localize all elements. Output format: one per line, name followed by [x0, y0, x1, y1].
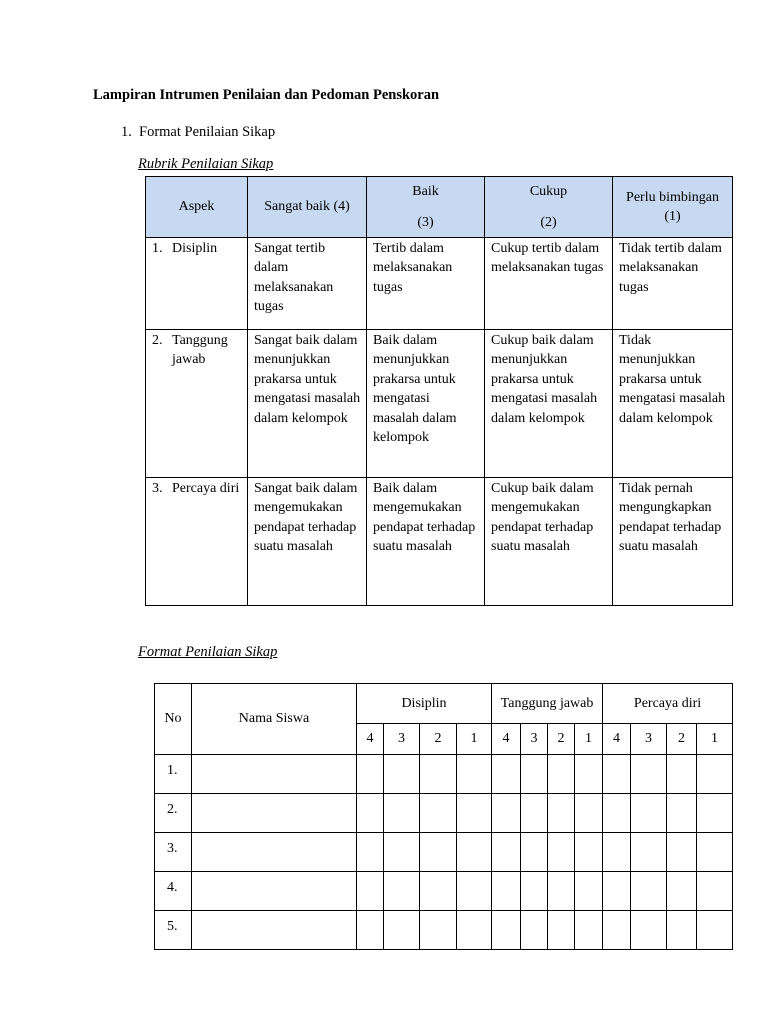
rubric-aspect-label: Percaya diri [172, 481, 240, 496]
score-cell[interactable] [357, 755, 384, 794]
rubric-header-cukup-label: Cukup [529, 184, 568, 199]
score-header-row [155, 684, 733, 724]
score-cell[interactable] [357, 911, 384, 950]
score-cell[interactable] [603, 833, 631, 872]
score-label: 1 [697, 724, 733, 755]
rubric-header-perlu-bimbingan [613, 177, 733, 238]
score-header-tanggung-jawab-label: Tanggung jawab [500, 695, 594, 711]
rubric-cell-baik: Tertib dalam melaksanakan tugas [367, 238, 485, 330]
score-label: 4 [492, 724, 521, 755]
score-cell[interactable] [457, 872, 492, 911]
score-label: 2 [420, 724, 457, 755]
score-header-percaya-diri [603, 684, 733, 724]
rubric-header-baik [367, 177, 485, 238]
score-row-number: 1. [155, 755, 192, 794]
rubric-aspect-number: 2. [152, 333, 163, 348]
rubric-aspect-label: Disiplin [172, 241, 218, 256]
score-cell[interactable] [420, 911, 457, 950]
score-cell[interactable] [457, 755, 492, 794]
score-header-disiplin [357, 684, 492, 724]
score-cell[interactable] [667, 872, 697, 911]
rubric-aspect-cell [146, 238, 248, 330]
score-cell[interactable] [548, 755, 575, 794]
score-row [155, 911, 733, 950]
score-cell[interactable] [521, 794, 548, 833]
score-label: 4 [357, 724, 384, 755]
score-cell[interactable] [631, 872, 667, 911]
score-cell[interactable] [521, 755, 548, 794]
score-cell[interactable] [548, 833, 575, 872]
score-cell[interactable] [697, 911, 733, 950]
score-cell[interactable] [384, 872, 420, 911]
rubric-header-cukup-score: (2) [540, 214, 557, 230]
rubric-header-baik-label: Baik [412, 184, 439, 199]
score-cell[interactable] [521, 911, 548, 950]
score-row [155, 794, 733, 833]
score-cell[interactable] [457, 911, 492, 950]
rubric-header-cukup [485, 177, 613, 238]
rubric-aspect-cell [146, 330, 248, 478]
score-cell[interactable] [631, 755, 667, 794]
rubric-header-row [146, 177, 733, 238]
score-cell[interactable] [667, 911, 697, 950]
score-cell[interactable] [492, 911, 521, 950]
rubric-table [145, 176, 733, 606]
section-heading [121, 124, 275, 141]
score-cell[interactable] [575, 911, 603, 950]
score-cell[interactable] [384, 755, 420, 794]
score-cell[interactable] [631, 794, 667, 833]
score-table-caption: Format Penilaian Sikap [138, 644, 278, 660]
score-label: 2 [667, 724, 697, 755]
rubric-header-baik-score: (3) [417, 214, 434, 230]
rubric-row-disiplin [146, 238, 733, 330]
score-cell[interactable] [521, 833, 548, 872]
score-cell[interactable] [548, 911, 575, 950]
score-cell[interactable] [492, 872, 521, 911]
score-row-number: 4. [155, 872, 192, 911]
rubric-row-tanggung-jawab [146, 330, 733, 478]
score-cell[interactable] [492, 833, 521, 872]
score-header-percaya-diri-label: Percaya diri [633, 695, 702, 711]
score-header-no [155, 684, 192, 755]
rubric-aspect-cell [146, 478, 248, 606]
score-row-number: 3. [155, 833, 192, 872]
rubric-cell-perlu-bimbingan: Tidak menunjukkan prakarsa untuk mengatasi masalah dalam kelompok [613, 330, 733, 478]
score-cell[interactable] [631, 833, 667, 872]
rubric-cell-sangat-baik: Sangat baik dalam menunjukkan prakarsa untuk mengatasi masalah dalam kelompok [248, 330, 367, 478]
student-name-cell[interactable] [192, 755, 357, 794]
score-cell[interactable] [457, 794, 492, 833]
score-cell[interactable] [667, 833, 697, 872]
rubric-aspect-number: 3. [152, 481, 163, 496]
student-name-cell[interactable] [192, 872, 357, 911]
score-cell[interactable] [575, 833, 603, 872]
document-title: Lampiran Intrumen Penilaian dan Pedoman Penskoran [93, 87, 440, 103]
score-row-number: 2. [155, 794, 192, 833]
score-row [155, 833, 733, 872]
score-cell[interactable] [384, 833, 420, 872]
score-cell[interactable] [667, 755, 697, 794]
score-cell[interactable] [492, 794, 521, 833]
score-cell[interactable] [420, 833, 457, 872]
score-table [154, 683, 733, 950]
rubric-cell-perlu-bimbingan: Tidak pernah mengungkapkan pendapat terhadap suatu masalah [613, 478, 733, 606]
score-cell[interactable] [420, 755, 457, 794]
section-title: Format Penilaian Sikap [139, 124, 276, 140]
student-name-cell[interactable] [192, 833, 357, 872]
score-cell[interactable] [384, 794, 420, 833]
score-label: 4 [603, 724, 631, 755]
score-cell[interactable] [575, 755, 603, 794]
score-cell[interactable] [357, 794, 384, 833]
score-cell[interactable] [631, 911, 667, 950]
score-label: 3 [631, 724, 667, 755]
rubric-header-perlu-label: Perlu bimbingan [626, 189, 719, 205]
score-header-nama [192, 684, 357, 755]
student-name-cell[interactable] [192, 911, 357, 950]
score-header-disiplin-label: Disiplin [401, 695, 447, 711]
score-label: 3 [521, 724, 548, 755]
score-cell[interactable] [575, 794, 603, 833]
score-cell[interactable] [603, 794, 631, 833]
rubric-cell-baik: Baik dalam menunjukkan prakarsa untuk mengatasi masalah dalam kelompok [367, 330, 485, 478]
rubric-cell-cukup: Cukup baik dalam mengemukakan pendapat terhadap suatu masalah [485, 478, 613, 606]
score-row [155, 872, 733, 911]
score-row-number: 5. [155, 911, 192, 950]
score-cell[interactable] [384, 911, 420, 950]
score-row [155, 755, 733, 794]
score-label: 2 [548, 724, 575, 755]
rubric-header-sangat-baik [248, 177, 367, 238]
score-cell[interactable] [548, 872, 575, 911]
rubric-header-sangat-baik-label: Sangat baik (4) [264, 199, 350, 215]
rubric-header-aspek [146, 177, 248, 238]
rubric-header-aspek-label: Aspek [178, 199, 215, 215]
score-header-nama-label: Nama Siswa [238, 711, 310, 726]
score-cell[interactable] [697, 794, 733, 833]
score-cell[interactable] [697, 872, 733, 911]
rubric-row-percaya-diri [146, 478, 733, 606]
score-cell[interactable] [420, 794, 457, 833]
rubric-caption: Rubrik Penilaian Sikap [138, 156, 274, 172]
rubric-cell-sangat-baik: Sangat baik dalam mengemukakan pendapat terhadap suatu masalah [248, 478, 367, 606]
score-cell[interactable] [603, 755, 631, 794]
score-cell[interactable] [603, 872, 631, 911]
score-cell[interactable] [357, 872, 384, 911]
score-cell[interactable] [457, 833, 492, 872]
rubric-cell-sangat-baik: Sangat tertib dalam melaksanakan tugas [248, 238, 367, 330]
score-cell[interactable] [575, 872, 603, 911]
score-cell[interactable] [697, 833, 733, 872]
score-cell[interactable] [492, 755, 521, 794]
score-cell[interactable] [357, 833, 384, 872]
rubric-aspect-number: 1. [152, 241, 163, 256]
rubric-aspect-label: Tanggung jawab [172, 333, 228, 368]
score-header-no-label: No [164, 711, 182, 726]
section-number: 1. [121, 124, 132, 140]
score-header-tanggung-jawab [492, 684, 603, 724]
score-cell[interactable] [420, 872, 457, 911]
rubric-cell-cukup: Cukup tertib dalam melaksanakan tugas [485, 238, 613, 330]
score-label: 1 [575, 724, 603, 755]
score-cell[interactable] [548, 794, 575, 833]
score-cell[interactable] [697, 755, 733, 794]
rubric-header-perlu-score: (1) [664, 209, 681, 224]
student-name-cell[interactable] [192, 794, 357, 833]
score-cell[interactable] [521, 872, 548, 911]
rubric-cell-baik: Baik dalam mengemukakan pendapat terhadap suatu masalah [367, 478, 485, 606]
score-cell[interactable] [603, 911, 631, 950]
rubric-cell-perlu-bimbingan: Tidak tertib dalam melaksanakan tugas [613, 238, 733, 330]
rubric-cell-cukup: Cukup baik dalam menunjukkan prakarsa untuk mengatasi masalah dalam kelompok [485, 330, 613, 478]
score-label: 3 [384, 724, 420, 755]
score-cell[interactable] [667, 794, 697, 833]
score-label: 1 [457, 724, 492, 755]
